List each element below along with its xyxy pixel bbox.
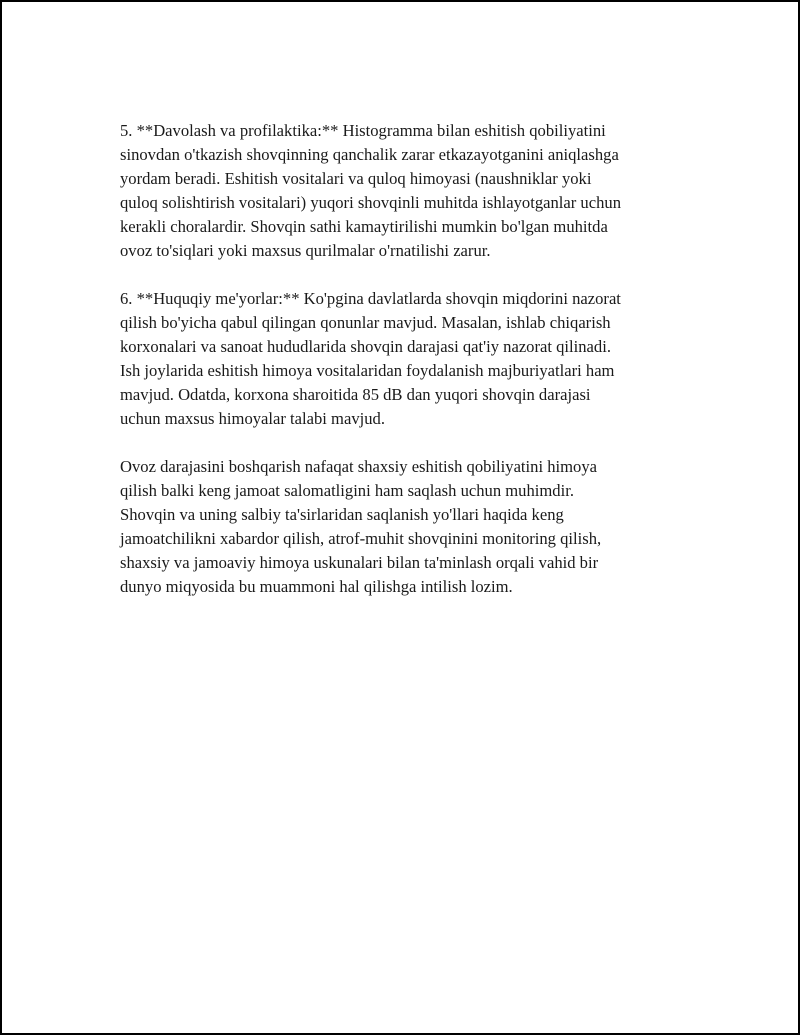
paragraph-conclusion: Ovoz darajasini boshqarish nafaqat shaxsiy eshitish qobiliyatini himoya qilish balki keng jamoat salomatligini ham saqlash uchun muhimdir. Shovqin va uning salbiy ta'sirlaridan saqlanish yo'llari haqida keng jamoatchilikni xabardor qilish, atrof-muhit shovqinini monitoring qilish, shaxsiy va jamoaviy himoya uskunalari bilan ta'minlash orqali vahid bir dunyo miqyosida bu muammoni hal qilishga intilish lozim. — [120, 457, 602, 596]
paragraph-legal-norms: 6. **Huquqiy me'yorlar:** Ko'pgina davlatlarda shovqin miqdorini nazorat qilish bo'yicha qabul qilingan qonunlar mavjud. Masalan, ishlab chiqarish korxonalari va sanoat hududlarida shovqin darajasi qat'iy nazorat qilinadi. Ish joylarida eshitish himoya vositalaridan foydalanish majburiyatlari ham mavjud. Odatda, korxona sharoitida 85 dB dan yuqori shovqin darajasi uchun maxsus himoyalar talabi mavjud. — [120, 289, 621, 428]
document-body — [120, 119, 680, 623]
paragraph-treatment-prevention: 5. **Davolash va profilaktika:** Histogramma bilan eshitish qobiliyatini sinovdan o'tkazish shovqinning qanchalik zarar etkazayotganini aniqlashga yordam beradi. Eshitish vositalari va quloq himoyasi (naushniklar yoki quloq solishtirish vositalari) yuqori shovqinli muhitda ishlayotganlar uchun kerakli choralardir. Shovqin sathi kamaytirilishi mumkin bo'lgan muhitda ovoz to'siqlari yoki maxsus qurilmalar o'rnatilishi zarur. — [120, 121, 621, 260]
